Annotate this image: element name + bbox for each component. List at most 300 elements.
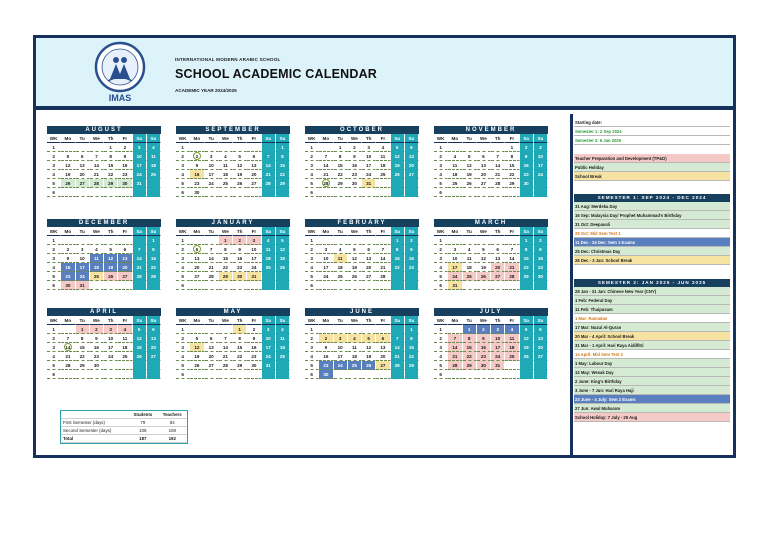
day-cell: 6 xyxy=(491,245,505,254)
day-header: Th xyxy=(362,134,376,143)
day-cell: 6 xyxy=(205,334,219,343)
day-cell: 27 xyxy=(247,179,261,188)
week-number: 3 xyxy=(305,254,319,263)
day-cell: 4 xyxy=(147,143,161,152)
day-cell xyxy=(405,188,419,197)
week-number: 5 xyxy=(434,361,448,370)
day-cell: 4 xyxy=(118,325,132,334)
day-cell: 19 xyxy=(133,343,147,352)
day-header: We xyxy=(219,134,233,143)
day-cell: 19 xyxy=(520,343,534,352)
week-number: 4 xyxy=(47,263,61,272)
day-cell: 7 xyxy=(319,152,333,161)
day-cell xyxy=(491,143,505,152)
week-number: 2 xyxy=(305,152,319,161)
day-cell: 1 xyxy=(233,325,247,334)
day-cell: 30 xyxy=(348,179,362,188)
day-cell: 31 xyxy=(448,281,462,290)
day-cell: 14 xyxy=(61,343,75,352)
day-cell: 2 xyxy=(190,152,204,161)
day-cell xyxy=(90,188,104,197)
day-cell: 12 xyxy=(520,334,534,343)
day-cell: 17 xyxy=(104,343,118,352)
day-cell: 27 xyxy=(491,272,505,281)
day-header: Mo xyxy=(190,134,204,143)
day-cell xyxy=(147,179,161,188)
week-number: 3 xyxy=(47,161,61,170)
day-cell: 26 xyxy=(362,361,376,370)
day-cell: 4 xyxy=(262,236,276,245)
day-cell xyxy=(76,236,90,245)
event-item: 29 Jan - 31 Jan: Chinese New Year (CNY) xyxy=(574,287,730,296)
day-cell: 22 xyxy=(334,170,348,179)
day-cell: 26 xyxy=(520,352,534,361)
day-cell: 1 xyxy=(147,236,161,245)
day-cell xyxy=(334,236,348,245)
day-cell: 14 xyxy=(448,343,462,352)
month-august xyxy=(47,126,161,197)
day-cell xyxy=(61,325,75,334)
day-cell xyxy=(90,236,104,245)
week-number: 1 xyxy=(305,325,319,334)
day-header: WK xyxy=(47,227,61,236)
stats-row-total xyxy=(61,435,187,443)
day-cell xyxy=(391,272,405,281)
month-may xyxy=(176,308,290,379)
day-cell: 11 xyxy=(448,161,462,170)
day-cell: 23 xyxy=(61,272,75,281)
month-title: OCTOBER xyxy=(305,126,419,134)
day-cell xyxy=(147,281,161,290)
month-grid xyxy=(47,134,161,197)
day-cell: 3 xyxy=(362,143,376,152)
day-cell: 7 xyxy=(61,334,75,343)
day-cell: 30 xyxy=(190,188,204,197)
legend-panel xyxy=(574,118,730,181)
day-header: Fr xyxy=(376,134,390,143)
stats-header-label xyxy=(61,411,128,419)
day-header: Fr xyxy=(376,227,390,236)
day-cell: 31 xyxy=(133,179,147,188)
day-cell: 23 xyxy=(247,352,261,361)
day-cell: 19 xyxy=(276,254,290,263)
day-cell: 25 xyxy=(90,272,104,281)
day-header: Su xyxy=(534,134,548,143)
day-header: Fr xyxy=(247,316,261,325)
week-number: 1 xyxy=(47,143,61,152)
day-cell xyxy=(190,370,204,379)
day-cell: 15 xyxy=(405,343,419,352)
day-cell xyxy=(463,143,477,152)
day-header: Tu xyxy=(463,227,477,236)
event-item: 14 April: Mid Sem Test 2 xyxy=(574,350,730,359)
day-cell: 22 xyxy=(520,263,534,272)
day-cell: 3 xyxy=(334,334,348,343)
day-cell: 15 xyxy=(334,161,348,170)
month-grid xyxy=(434,316,548,379)
day-cell xyxy=(190,236,204,245)
week-number: 2 xyxy=(434,245,448,254)
day-cell: 30 xyxy=(118,179,132,188)
day-cell xyxy=(190,143,204,152)
day-cell: 6 xyxy=(190,245,204,254)
day-cell: 11 xyxy=(505,334,519,343)
month-title: AUGUST xyxy=(47,126,161,134)
day-cell: 21 xyxy=(205,263,219,272)
day-cell: 1 xyxy=(391,236,405,245)
day-cell: 31 xyxy=(247,272,261,281)
day-cell: 9 xyxy=(190,161,204,170)
day-cell: 13 xyxy=(534,334,548,343)
day-cell: 27 xyxy=(118,272,132,281)
day-cell xyxy=(205,281,219,290)
event-item: 1 Mar: Ramadan xyxy=(574,314,730,323)
week-number: 5 xyxy=(47,272,61,281)
week-number: 1 xyxy=(176,325,190,334)
day-cell: 3 xyxy=(104,325,118,334)
day-header: Sa xyxy=(520,316,534,325)
event-item: 1 Feb: Federal Day xyxy=(574,296,730,305)
day-cell: 22 xyxy=(219,263,233,272)
day-cell: 5 xyxy=(463,152,477,161)
month-title: JUNE xyxy=(305,308,419,316)
day-cell xyxy=(247,370,261,379)
day-cell: 4 xyxy=(334,245,348,254)
day-cell: 21 xyxy=(90,170,104,179)
stats-label: Total xyxy=(63,436,74,441)
event-item: 2 June: King's Birthday xyxy=(574,377,730,386)
month-november xyxy=(434,126,548,197)
day-cell: 7 xyxy=(376,245,390,254)
day-cell xyxy=(276,272,290,281)
week-number: 6 xyxy=(434,370,448,379)
day-cell xyxy=(376,325,390,334)
day-cell: 12 xyxy=(477,254,491,263)
day-cell: 6 xyxy=(477,152,491,161)
day-cell: 11 xyxy=(118,334,132,343)
month-title: NOVEMBER xyxy=(434,126,548,134)
stats-teachers: 192 xyxy=(168,436,176,441)
day-header: We xyxy=(348,227,362,236)
day-cell: 15 xyxy=(147,254,161,263)
day-cell xyxy=(190,325,204,334)
day-cell xyxy=(520,361,534,370)
day-cell: 21 xyxy=(505,263,519,272)
day-cell xyxy=(334,325,348,334)
day-header: Tu xyxy=(334,316,348,325)
day-header: Fr xyxy=(247,134,261,143)
day-cell: 25 xyxy=(147,170,161,179)
day-cell: 22 xyxy=(505,170,519,179)
day-cell: 23 xyxy=(190,179,204,188)
day-cell: 15 xyxy=(76,343,90,352)
day-cell xyxy=(262,370,276,379)
day-cell: 27 xyxy=(534,352,548,361)
day-cell: 3 xyxy=(448,245,462,254)
day-cell: 13 xyxy=(247,161,261,170)
day-cell: 23 xyxy=(348,170,362,179)
day-header: Fr xyxy=(118,134,132,143)
day-cell: 14 xyxy=(376,254,390,263)
day-cell: 25 xyxy=(118,352,132,361)
day-cell: 26 xyxy=(233,179,247,188)
week-number: 4 xyxy=(434,170,448,179)
day-cell xyxy=(477,370,491,379)
day-cell: 20 xyxy=(76,170,90,179)
legend-public-holiday: Public Holiday xyxy=(574,163,730,172)
week-number: 1 xyxy=(305,236,319,245)
day-cell xyxy=(104,188,118,197)
day-cell xyxy=(219,143,233,152)
day-cell: 18 xyxy=(219,170,233,179)
day-header: Su xyxy=(147,227,161,236)
day-header: Fr xyxy=(247,227,261,236)
day-cell: 7 xyxy=(205,245,219,254)
day-header: Fr xyxy=(505,227,519,236)
week-number: 4 xyxy=(176,352,190,361)
week-number: 4 xyxy=(47,352,61,361)
day-cell xyxy=(376,236,390,245)
day-cell: 4 xyxy=(276,325,290,334)
week-number: 3 xyxy=(305,161,319,170)
day-cell: 3 xyxy=(319,245,333,254)
day-header: WK xyxy=(305,134,319,143)
day-cell: 6 xyxy=(247,152,261,161)
day-header: WK xyxy=(176,316,190,325)
stats-row xyxy=(61,419,187,427)
legend-sem2-start: Semester 2: 6 Jan 2025 xyxy=(574,136,730,145)
day-cell: 13 xyxy=(477,161,491,170)
day-cell: 26 xyxy=(190,361,204,370)
legend-school-break: School Break xyxy=(574,172,730,181)
day-cell: 21 xyxy=(376,263,390,272)
day-cell: 7 xyxy=(262,152,276,161)
day-cell: 15 xyxy=(233,343,247,352)
event-item: 20 Mar - 4 April: School Break xyxy=(574,332,730,341)
stats-header-students: Students xyxy=(133,412,153,417)
day-cell: 15 xyxy=(463,343,477,352)
day-cell xyxy=(405,179,419,188)
day-cell: 21 xyxy=(319,170,333,179)
day-cell xyxy=(505,236,519,245)
day-cell xyxy=(133,188,147,197)
week-number: 6 xyxy=(305,188,319,197)
day-header: Su xyxy=(276,227,290,236)
day-cell: 21 xyxy=(448,352,462,361)
day-cell xyxy=(348,236,362,245)
day-cell: 29 xyxy=(405,361,419,370)
day-header: Tu xyxy=(205,227,219,236)
event-item: 31 Mar - 1 April: Hari Raya Aidilfitri xyxy=(574,341,730,350)
week-number: 4 xyxy=(305,352,319,361)
day-header: WK xyxy=(176,134,190,143)
day-header: Su xyxy=(534,227,548,236)
day-cell xyxy=(104,361,118,370)
month-grid xyxy=(176,316,290,379)
day-header: Mo xyxy=(190,227,204,236)
event-item: 25 Dec: Christmas Day xyxy=(574,247,730,256)
day-cell xyxy=(247,188,261,197)
day-cell: 2 xyxy=(319,334,333,343)
day-cell: 30 xyxy=(61,281,75,290)
day-cell: 17 xyxy=(334,352,348,361)
day-cell: 28 xyxy=(376,272,390,281)
day-cell: 21 xyxy=(61,352,75,361)
week-number: 1 xyxy=(47,236,61,245)
day-cell: 29 xyxy=(505,179,519,188)
day-cell: 17 xyxy=(319,263,333,272)
day-cell: 24 xyxy=(362,170,376,179)
week-number: 1 xyxy=(434,236,448,245)
day-cell xyxy=(276,188,290,197)
day-cell: 30 xyxy=(319,370,333,379)
week-number: 1 xyxy=(47,325,61,334)
day-header: Mo xyxy=(61,227,75,236)
day-cell xyxy=(520,370,534,379)
day-cell: 27 xyxy=(477,179,491,188)
day-cell: 9 xyxy=(61,254,75,263)
day-cell: 10 xyxy=(448,254,462,263)
day-cell xyxy=(362,236,376,245)
day-cell xyxy=(362,370,376,379)
day-cell xyxy=(348,281,362,290)
day-cell xyxy=(448,370,462,379)
semester1-panel xyxy=(574,194,730,265)
day-cell xyxy=(205,188,219,197)
day-cell xyxy=(133,281,147,290)
day-header: WK xyxy=(305,227,319,236)
day-header: Mo xyxy=(190,316,204,325)
day-cell: 18 xyxy=(118,343,132,352)
day-cell xyxy=(104,281,118,290)
day-cell: 31 xyxy=(491,361,505,370)
day-cell: 9 xyxy=(534,245,548,254)
day-cell: 12 xyxy=(276,245,290,254)
day-cell: 8 xyxy=(405,334,419,343)
stats-header-teachers: Teachers xyxy=(162,412,182,417)
semester2-events xyxy=(574,287,730,422)
day-cell: 20 xyxy=(190,263,204,272)
day-cell: 17 xyxy=(76,263,90,272)
day-cell xyxy=(104,370,118,379)
day-cell: 17 xyxy=(133,161,147,170)
day-header: Su xyxy=(405,227,419,236)
day-cell: 23 xyxy=(118,170,132,179)
day-cell: 28 xyxy=(133,272,147,281)
day-cell: 5 xyxy=(276,236,290,245)
day-cell xyxy=(334,281,348,290)
day-cell xyxy=(61,370,75,379)
day-cell xyxy=(247,143,261,152)
day-cell: 31 xyxy=(262,361,276,370)
day-cell: 10 xyxy=(133,152,147,161)
month-grid xyxy=(176,227,290,290)
month-october xyxy=(305,126,419,197)
day-cell xyxy=(534,281,548,290)
day-cell: 15 xyxy=(276,161,290,170)
day-cell: 24 xyxy=(262,352,276,361)
day-cell: 29 xyxy=(233,361,247,370)
day-cell: 1 xyxy=(76,325,90,334)
day-cell xyxy=(76,188,90,197)
day-cell: 29 xyxy=(147,272,161,281)
page-title: SCHOOL ACADEMIC CALENDAR xyxy=(175,67,378,81)
day-cell: 3 xyxy=(205,152,219,161)
day-header: Fr xyxy=(376,316,390,325)
day-header: Mo xyxy=(319,227,333,236)
day-header: We xyxy=(477,227,491,236)
day-cell: 6 xyxy=(534,325,548,334)
day-cell: 9 xyxy=(90,334,104,343)
month-grid xyxy=(47,227,161,290)
day-cell: 6 xyxy=(405,143,419,152)
day-cell: 12 xyxy=(133,334,147,343)
day-cell: 3 xyxy=(534,143,548,152)
day-cell: 29 xyxy=(520,272,534,281)
day-header: Mo xyxy=(448,316,462,325)
day-header: Th xyxy=(104,134,118,143)
day-cell xyxy=(76,143,90,152)
day-cell: 2 xyxy=(520,143,534,152)
day-cell: 29 xyxy=(276,179,290,188)
day-cell: 11 xyxy=(147,152,161,161)
day-cell: 15 xyxy=(520,254,534,263)
day-cell xyxy=(233,281,247,290)
day-cell xyxy=(520,188,534,197)
day-cell: 23 xyxy=(520,170,534,179)
day-cell: 18 xyxy=(348,352,362,361)
day-cell: 17 xyxy=(205,170,219,179)
day-cell: 24 xyxy=(319,272,333,281)
week-number: 4 xyxy=(176,263,190,272)
event-item: 31 Oct: Deepavali xyxy=(574,220,730,229)
day-cell: 8 xyxy=(104,152,118,161)
day-cell xyxy=(319,281,333,290)
day-cell: 14 xyxy=(319,161,333,170)
day-cell: 31 xyxy=(362,179,376,188)
day-header: Sa xyxy=(391,316,405,325)
month-grid xyxy=(434,227,548,290)
day-cell: 19 xyxy=(463,170,477,179)
day-cell xyxy=(391,325,405,334)
day-cell: 7 xyxy=(505,245,519,254)
day-cell: 30 xyxy=(520,179,534,188)
day-cell: 13 xyxy=(491,254,505,263)
day-cell: 6 xyxy=(362,245,376,254)
day-cell: 15 xyxy=(104,161,118,170)
day-header: Th xyxy=(233,227,247,236)
day-cell: 4 xyxy=(219,152,233,161)
day-cell: 8 xyxy=(233,334,247,343)
day-cell: 13 xyxy=(362,254,376,263)
day-cell: 8 xyxy=(505,152,519,161)
day-cell: 13 xyxy=(405,152,419,161)
day-cell: 16 xyxy=(520,161,534,170)
day-cell xyxy=(405,272,419,281)
day-cell: 16 xyxy=(61,263,75,272)
day-header: Sa xyxy=(262,134,276,143)
event-item: 12 May: Wesak Day xyxy=(574,368,730,377)
stats-students: 187 xyxy=(139,436,147,441)
day-cell xyxy=(205,236,219,245)
week-number: 4 xyxy=(434,263,448,272)
month-title: DECEMBER xyxy=(47,219,161,227)
day-cell: 10 xyxy=(104,334,118,343)
week-number: 4 xyxy=(434,352,448,361)
day-cell xyxy=(534,370,548,379)
month-december xyxy=(47,219,161,290)
day-cell xyxy=(405,281,419,290)
